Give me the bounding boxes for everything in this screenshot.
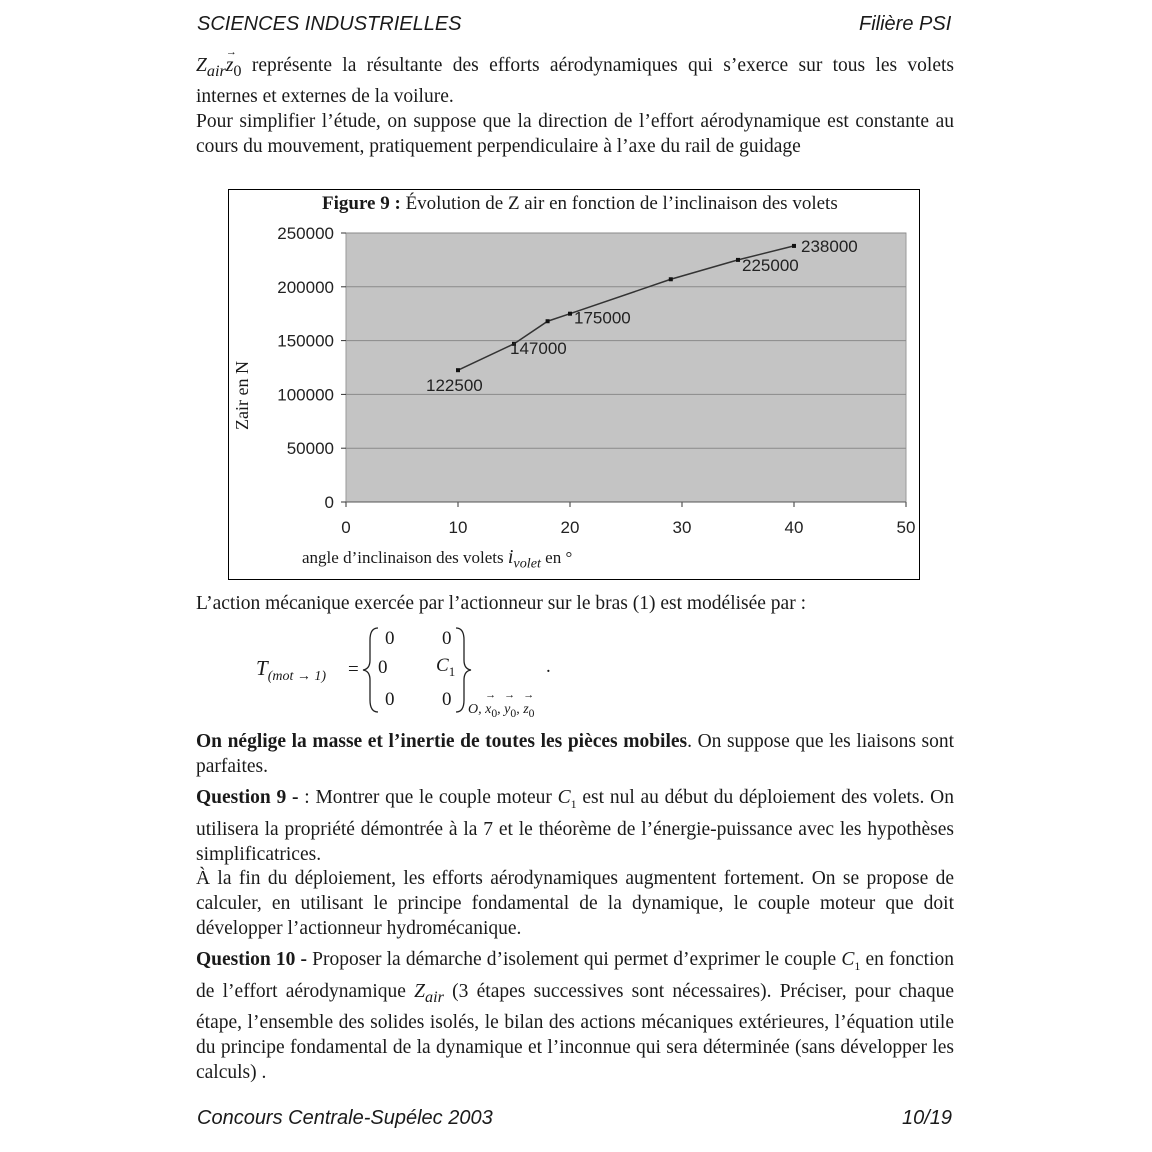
y-tick-label-5: 250000 — [277, 224, 334, 243]
footer-page-number: 10/19 — [902, 1107, 953, 1129]
torseur-r2c2: $C_1$ — [436, 655, 456, 679]
x-tick-label-4: 40 — [784, 518, 804, 537]
y-tick-label-4: 200000 — [277, 277, 334, 297]
torseur-dot: . — [546, 656, 551, 677]
paragraph-zair-text: représente la résultante des efforts aérodynamiques qui s’exerce sur tous les volets internes et externes de la voilure. — [196, 55, 954, 107]
data-label-3: 175000 — [574, 308, 631, 328]
torseur-basis: O, → $x_0$, → $y_0$, → $z_0$ — [468, 702, 535, 720]
torseur-name: $T_{(mot \to 1)}$ — [256, 656, 327, 684]
paragraph-hypothesis: Pour simplifier l’étude, on suppose que la direction de l’effort aérodynamique est constante au cours du mouvement, pratiquement perpendiculaire à l’axe du rail de guidage — [196, 111, 954, 157]
y-tick-label-0: 0 — [324, 493, 334, 512]
torseur-r1c2: 0 — [442, 628, 452, 649]
torseur-r2c1: 0 — [378, 657, 388, 678]
data-label-6: 238000 — [801, 236, 858, 256]
torseur-r3c1: 0 — [385, 689, 395, 710]
paragraph-actuator: L’action mécanique exercée par l’actionneur sur le bras (1) est modélisée par : — [196, 593, 807, 614]
y-axis-label: Zair en N — [232, 361, 252, 430]
paragraph-hypotheses: On néglige la masse et l’inertie de toutes les pièces mobiles. On suppose que les liaisons sont parfaites. — [196, 731, 954, 777]
left-brace — [363, 628, 378, 712]
torseur-equals: = — [348, 659, 359, 680]
x-tick-label-2: 20 — [560, 518, 580, 537]
footer-left: Concours Centrale-Supélec 2003 — [197, 1107, 493, 1129]
right-brace — [456, 628, 471, 712]
x-tick-label-3: 30 — [672, 518, 692, 537]
data-label-1: 147000 — [510, 338, 567, 358]
paragraph-end-deployment: À la fin du déploiement, les efforts aérodynamiques augmentent fortement. On se propose de calculer, en utilisant le principe fondamental de la dynamique, le couple moteur que doit développer l’actionneur hydromécanique. — [196, 868, 954, 939]
question-10: Question 10 - Proposer la démarche d’isolement qui permet d’exprimer le couple $C_1$ en fonction de l’effort aérodynamique $Z_{air}$ (3 étapes successives sont nécessaires). Préciser, pour chaque étape, l’ensemble des solides isolés, le bilan des actions mécaniques extérieures, l’équation utile du principe fondamental de la dynamique et l’inconnue qui sera déterminée (sans développer les calculs) . — [196, 949, 954, 1083]
y-tick-label-2: 100000 — [277, 385, 334, 405]
header-right: Filière PSI — [859, 13, 952, 35]
header-left: SCIENCES INDUSTRIELLES — [197, 13, 462, 35]
x-axis-label: angle d’inclinaison des volets $i_{volet}$ en ° — [302, 546, 573, 572]
y-tick-label-3: 150000 — [277, 331, 334, 351]
z0-vector: → z — [226, 53, 234, 78]
question-9: Question 9 - : Montrer que le couple moteur $C_1$ est nul au début du déploiement des volets. On utilisera la propriété démontrée à la 7 et le théorème de l’énergie-puissance avec les hypothèses simplificatrices. — [196, 787, 954, 865]
data-label-0: 122500 — [426, 376, 483, 396]
x-tick-label-0: 0 — [341, 518, 351, 537]
x-tick-label-5: 50 — [896, 518, 916, 537]
torseur-r3c2: 0 — [442, 689, 452, 710]
y-tick-label-1: 50000 — [286, 439, 334, 459]
data-label-5: 225000 — [742, 255, 799, 275]
zair-symbol: $Z_{air}$ — [196, 55, 226, 80]
paragraph-zair: $Z_{air}\to z_0$ représente la résultante des efforts aérodynamiques qui s’exerce sur tous les volets internes et externes de la voilure. — [196, 53, 954, 109]
x-tick-label-1: 10 — [448, 518, 468, 537]
figure-caption: Figure 9 : Évolution de Z air en fonction de l’inclinaison des volets — [322, 193, 838, 214]
torseur-r1c1: 0 — [385, 628, 395, 649]
